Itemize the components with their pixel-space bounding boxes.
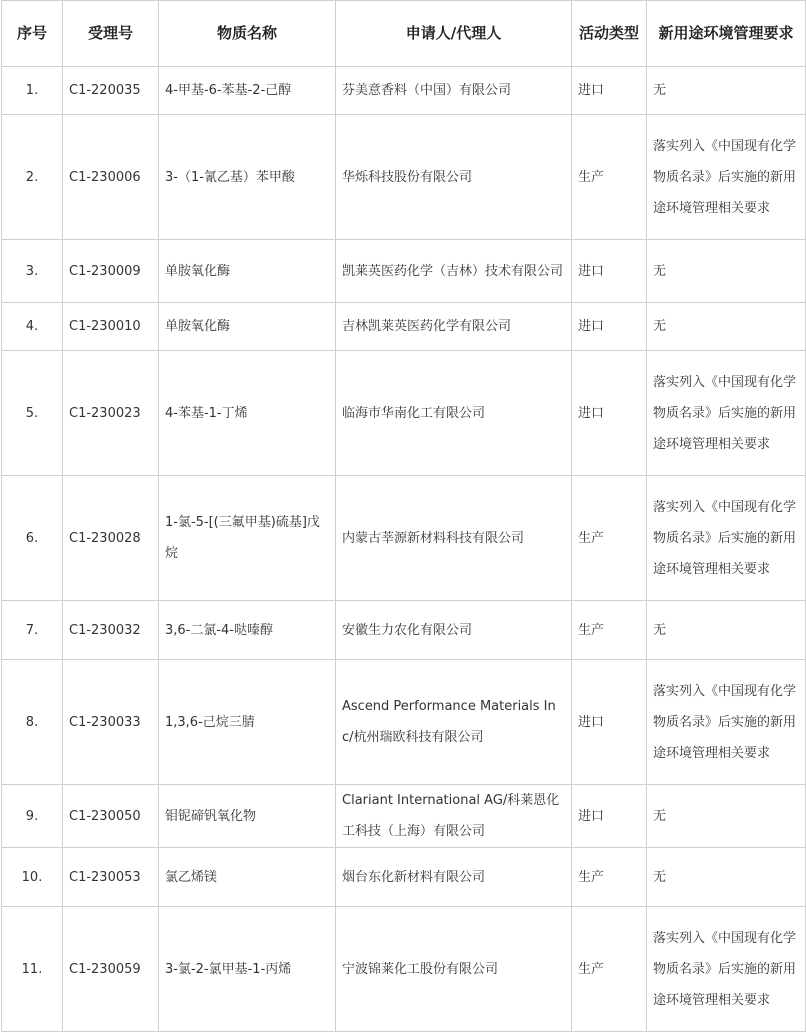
cell-applicant: 安徽生力农化有限公司 [336, 601, 572, 660]
table-row [2, 907, 806, 1032]
cell-accept-no: C1-230023 [63, 351, 159, 476]
cell-accept-no: C1-230028 [63, 476, 159, 601]
cell-accept-no: C1-230059 [63, 907, 159, 1032]
cell-seq: 4. [2, 303, 63, 351]
cell-requirement: 落实列入《中国现有化学物质名录》后实施的新用途环境管理相关要求 [647, 351, 806, 476]
cell-seq: 11. [2, 907, 63, 1032]
cell-seq: 1. [2, 67, 63, 115]
cell-substance: 单胺氧化酶 [159, 240, 336, 303]
cell-seq: 5. [2, 351, 63, 476]
cell-activity: 生产 [572, 601, 647, 660]
table-row [2, 848, 806, 907]
cell-activity: 生产 [572, 848, 647, 907]
table-row [2, 785, 806, 848]
cell-accept-no: C1-230050 [63, 785, 159, 848]
cell-activity: 生产 [572, 476, 647, 601]
cell-applicant: Ascend Performance Materials Inc/杭州瑞欧科技有限公司 [336, 660, 572, 785]
cell-substance: 4-甲基-6-苯基-2-己醇 [159, 67, 336, 115]
cell-seq: 7. [2, 601, 63, 660]
cell-applicant: 临海市华南化工有限公司 [336, 351, 572, 476]
table-row [2, 660, 806, 785]
cell-activity: 生产 [572, 907, 647, 1032]
cell-requirement: 无 [647, 67, 806, 115]
cell-seq: 3. [2, 240, 63, 303]
cell-substance: 3-（1-氰乙基）苯甲酸 [159, 115, 336, 240]
table-header-row [2, 1, 806, 67]
cell-requirement: 无 [647, 303, 806, 351]
cell-requirement: 落实列入《中国现有化学物质名录》后实施的新用途环境管理相关要求 [647, 115, 806, 240]
cell-applicant: Clariant International AG/科莱恩化工科技（上海）有限公司 [336, 785, 572, 848]
cell-substance: 3-氯-2-氯甲基-1-丙烯 [159, 907, 336, 1032]
cell-accept-no: C1-230010 [63, 303, 159, 351]
cell-substance: 钼铌碲钒氧化物 [159, 785, 336, 848]
cell-applicant: 凯莱英医药化学（吉林）技术有限公司 [336, 240, 572, 303]
cell-seq: 9. [2, 785, 63, 848]
cell-applicant: 烟台东化新材料有限公司 [336, 848, 572, 907]
cell-substance: 氯乙烯镁 [159, 848, 336, 907]
cell-requirement: 无 [647, 240, 806, 303]
table-row [2, 351, 806, 476]
cell-accept-no: C1-230009 [63, 240, 159, 303]
header-activity: 活动类型 [572, 1, 647, 67]
cell-accept-no: C1-220035 [63, 67, 159, 115]
table-row [2, 67, 806, 115]
cell-requirement: 无 [647, 848, 806, 907]
cell-requirement: 落实列入《中国现有化学物质名录》后实施的新用途环境管理相关要求 [647, 660, 806, 785]
header-accept-no: 受理号 [63, 1, 159, 67]
cell-activity: 进口 [572, 303, 647, 351]
cell-activity: 进口 [572, 67, 647, 115]
header-substance: 物质名称 [159, 1, 336, 67]
substance-table [1, 0, 806, 1032]
cell-seq: 6. [2, 476, 63, 601]
table-row [2, 115, 806, 240]
cell-activity: 进口 [572, 785, 647, 848]
cell-requirement: 落实列入《中国现有化学物质名录》后实施的新用途环境管理相关要求 [647, 476, 806, 601]
cell-substance: 1-氯-5-[(三氟甲基)硫基]戊烷 [159, 476, 336, 601]
header-requirement: 新用途环境管理要求 [647, 1, 806, 67]
cell-substance: 1,3,6-己烷三腈 [159, 660, 336, 785]
cell-seq: 2. [2, 115, 63, 240]
cell-applicant: 华烁科技股份有限公司 [336, 115, 572, 240]
cell-applicant: 吉林凯莱英医药化学有限公司 [336, 303, 572, 351]
header-seq: 序号 [2, 1, 63, 67]
header-applicant: 申请人/代理人 [336, 1, 572, 67]
cell-seq: 8. [2, 660, 63, 785]
cell-activity: 进口 [572, 240, 647, 303]
cell-accept-no: C1-230032 [63, 601, 159, 660]
cell-accept-no: C1-230053 [63, 848, 159, 907]
cell-requirement: 落实列入《中国现有化学物质名录》后实施的新用途环境管理相关要求 [647, 907, 806, 1032]
cell-substance: 3,6-二氯-4-哒嗪醇 [159, 601, 336, 660]
cell-requirement: 无 [647, 785, 806, 848]
cell-applicant: 内蒙古莘源新材料科技有限公司 [336, 476, 572, 601]
cell-requirement: 无 [647, 601, 806, 660]
cell-seq: 10. [2, 848, 63, 907]
cell-activity: 进口 [572, 351, 647, 476]
table-row [2, 601, 806, 660]
cell-accept-no: C1-230033 [63, 660, 159, 785]
cell-activity: 生产 [572, 115, 647, 240]
cell-substance: 单胺氧化酶 [159, 303, 336, 351]
cell-accept-no: C1-230006 [63, 115, 159, 240]
table-row [2, 303, 806, 351]
cell-applicant: 芬美意香料（中国）有限公司 [336, 67, 572, 115]
table-row [2, 240, 806, 303]
cell-activity: 进口 [572, 660, 647, 785]
cell-substance: 4-苯基-1-丁烯 [159, 351, 336, 476]
cell-applicant: 宁波锦莱化工股份有限公司 [336, 907, 572, 1032]
table-row [2, 476, 806, 601]
